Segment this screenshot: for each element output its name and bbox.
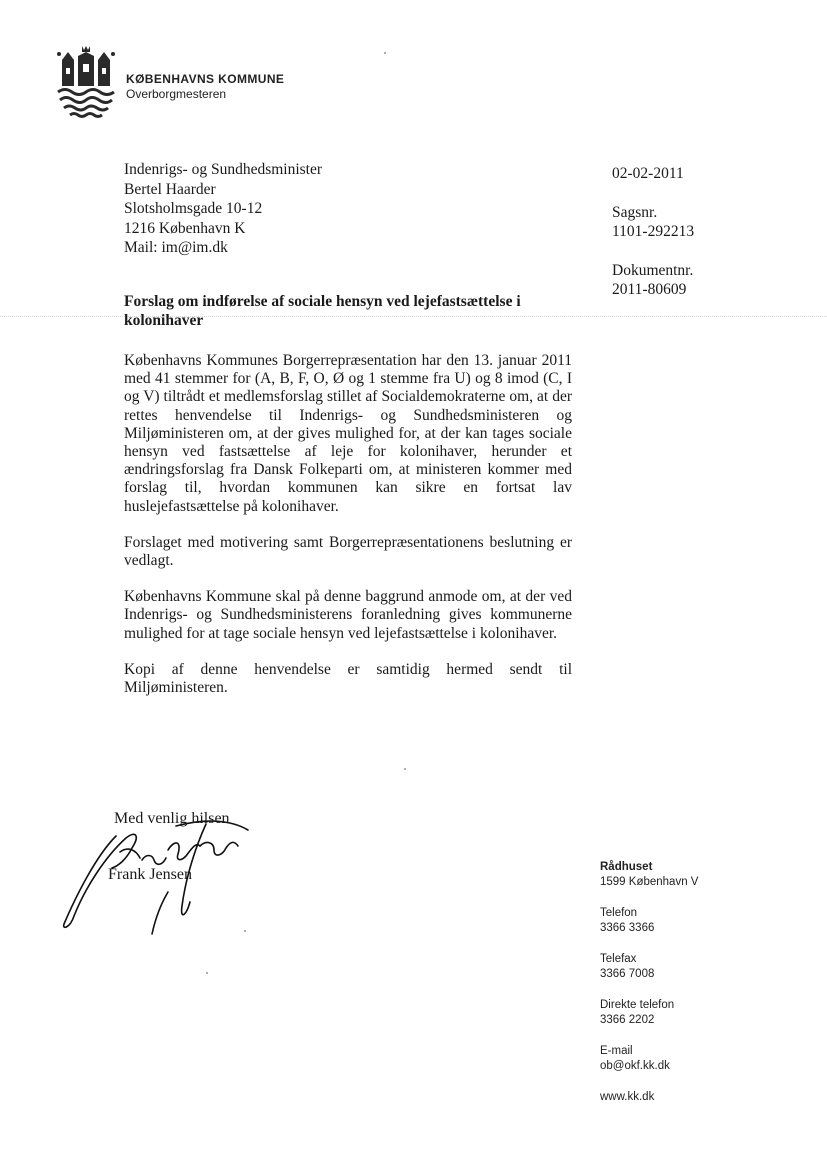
direct-phone-number: 3366 2202 (600, 1014, 655, 1026)
contact-building: Rådhuset (600, 861, 653, 873)
website: www.kk.dk (600, 1091, 655, 1103)
contact-block (600, 860, 698, 1105)
letterhead (126, 72, 284, 101)
body-paragraph: Kopi af denne henvendelse er samtidig hermed sendt til Miljøministeren. (124, 660, 572, 697)
direct-phone-label: Direkte telefon (600, 999, 675, 1011)
recipient-line: Slotsholmsgade 10-12 (124, 200, 263, 217)
email-label: E-mail (600, 1045, 633, 1057)
fax-label: Telefax (600, 953, 637, 965)
signer-name: Frank Jensen (108, 866, 192, 883)
recipient-line: Indenrigs- og Sundhedsminister (124, 161, 323, 178)
document-number-label: Dokumentnr. (612, 261, 694, 279)
org-subtitle: Overborgmesteren (126, 87, 227, 101)
scan-speck (244, 930, 246, 932)
case-number-label: Sagsnr. (612, 203, 658, 221)
email-address: ob@okf.kk.dk (600, 1060, 670, 1072)
letter-subject: Forslag om indførelse af sociale hensyn ved lejefastsættelse i kolonihaver (124, 293, 521, 329)
recipient-line: Bertel Haarder (124, 180, 216, 198)
org-name: KØBENHAVNS KOMMUNE (126, 72, 285, 86)
recipient-address (124, 160, 322, 258)
body-paragraph: Forslaget med motivering samt Borgerrepræsentationens beslutning er vedlagt. (124, 533, 572, 570)
body-paragraph: Københavns Kommune skal på denne baggrund anmode om, at der ved Indenrigs- og Sundhedsministerens foranledning gives kommunerne mulighed for at tage sociale hensyn ved lejefastsættelse i kolonihaver. (124, 588, 572, 642)
scan-speck (206, 972, 208, 974)
phone-label: Telefon (600, 907, 638, 919)
case-number: 1101-292213 (612, 223, 695, 240)
scan-speck (404, 768, 406, 770)
contact-address: 1599 København V (600, 876, 699, 888)
letter-date: 02-02-2011 (612, 165, 684, 182)
closing-phrase: Med venlig hilsen (114, 810, 230, 827)
reference-block (612, 164, 694, 300)
phone-number: 3366 3366 (600, 922, 655, 934)
document-number: 2011-80609 (612, 281, 687, 298)
letter-body (124, 352, 572, 715)
body-paragraph: Københavns Kommunes Borgerrepræsentation har den 13. januar 2011 med 41 stemmer for (A, B, F, O, Ø og 1 stemme fra U) og 8 imod (C, I og V) tiltrådt et medlemsforslag stillet af Socialdemokraterne om, at der rettes henvendelse til Indenrigs- og Sundhedsministeren og Miljøministeren om, at der gives mulighed for, at der kan tages sociale hensyn ved fastsættelse af leje for kolonihaver, herunder et ændringsforslag fra Dansk Folkeparti om, at ministeren kommer med forslag til, hvordan kommunen kan sikre en fortsat lav huslejefastsættelse på kolonihaver. (124, 352, 572, 515)
recipient-line: Mail: im@im.dk (124, 239, 228, 256)
scan-speck (384, 52, 386, 54)
copenhagen-coat-of-arms-icon (56, 44, 116, 120)
recipient-line: 1216 København K (124, 219, 246, 237)
fax-number: 3366 7008 (600, 968, 655, 980)
